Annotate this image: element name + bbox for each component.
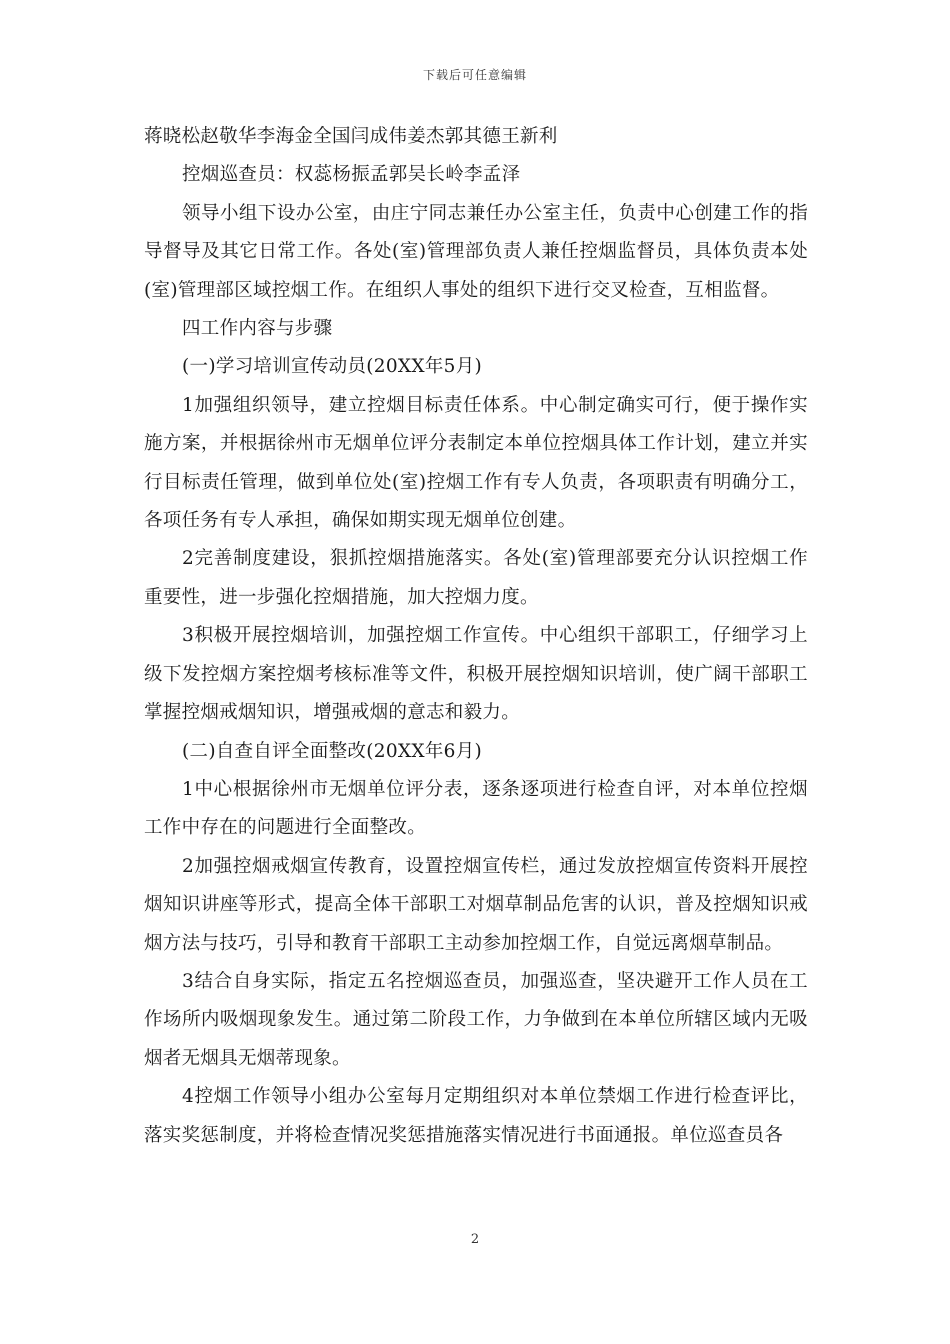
page-header-note: 下载后可任意编辑 (422, 68, 527, 82)
paragraph-inspectors: 控烟巡查员：权蕊杨振孟郭吴长岭李孟泽 (182, 164, 521, 186)
section-heading-work-content: 四工作内容与步骤 (182, 318, 333, 340)
paragraph-item-2: 2完善制度建设，狠抓控烟措施落实。各处(室)管理部要充分认识控烟工作重要性，进一步强化控烟措施，加大控烟力度。 (144, 548, 808, 608)
paragraph-office-setup: 领导小组下设办公室，由庄宁同志兼任办公室主任，负责中心创建工作的指导督导及其它日常工作。各处(室)管理部负责人兼任控烟监督员，具体负责本处(室)管理部区域控烟工作。在组织人事处的组织下进行交叉检查，互相监督。 (144, 202, 808, 301)
paragraph-check-item-3: 3结合自身实际，指定五名控烟巡查员，加强巡查，坚决避开工作人员在工作场所内吸烟现象发生。通过第二阶段工作，力争做到在本单位所辖区域内无吸烟者无烟具无烟蒂现象。 (144, 970, 808, 1069)
document-body (144, 118, 808, 1155)
paragraph-names-list: 蒋晓松赵敬华李海金全国闫成伟姜杰郭其德王新利 (144, 126, 558, 147)
subsection-heading-training: (一)学习培训宣传动员(20XX年5月) (182, 356, 483, 378)
paragraph-check-item-2: 2加强控烟戒烟宣传教育，设置控烟宣传栏，通过发放控烟宣传资料开展控烟知识讲座等形式，提高全体干部职工对烟草制品危害的认识，普及控烟知识戒烟方法与技巧，引导和教育干部职工主动参加控烟工作，自觉远离烟草制品。 (144, 855, 808, 954)
paragraph-check-item-1: 1中心根据徐州市无烟单位评分表，逐条逐项进行检查自评，对本单位控烟工作中存在的问题进行全面整改。 (144, 778, 808, 839)
subsection-heading-self-check: (二)自查自评全面整改(20XX年6月) (182, 740, 483, 762)
paragraph-check-item-4: 4控烟工作领导小组办公室每月定期组织对本单位禁烟工作进行检查评比，落实奖惩制度，并将检查情况奖惩措施落实情况进行书面通报。单位巡查员各 (144, 1086, 808, 1146)
paragraph-item-3: 3积极开展控烟培训，加强控烟工作宣传。中心组织干部职工，仔细学习上级下发控烟方案控烟考核标准等文件，积极开展控烟知识培训，使广阔干部职工掌握控烟戒烟知识，增强戒烟的意志和毅力。 (144, 625, 808, 724)
paragraph-item-1: 1加强组织领导，建立控烟目标责任体系。中心制定确实可行，便于操作实施方案，并根据徐州市无烟单位评分表制定本单位控烟具体工作计划，建立并实行目标责任管理，做到单位处(室)控烟工作有专人负责，各项职责有明确分工，各项任务有专人承担，确保如期实现无烟单位创建。 (144, 394, 808, 532)
page-number: 2 (470, 1232, 480, 1247)
